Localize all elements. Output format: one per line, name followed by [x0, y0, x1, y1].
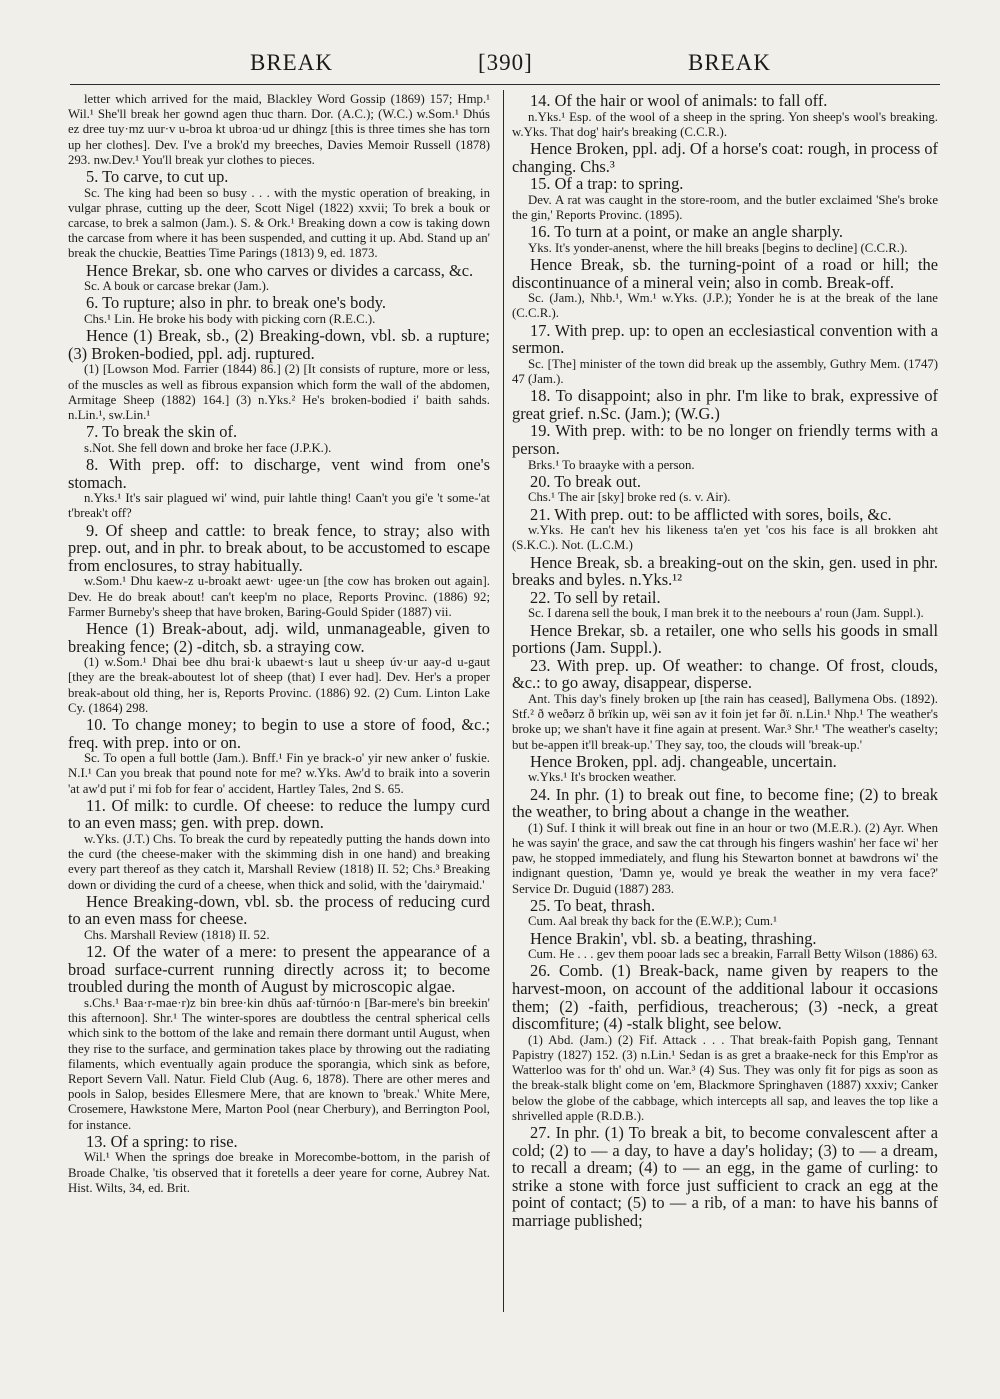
derivative-paragraph: Hence Break, sb. the turning-point of a road or hill; the discontinuance of a mineral vein; also in comb. Break-off.	[512, 254, 938, 292]
sense-paragraph: 8. With prep. off: to discharge, vent wind from one's stomach.	[68, 455, 490, 492]
citation-paragraph: (1) [Lowson Mod. Farrier (1844) 86.] (2) [It consists of rupture, more or less, of the muscles as well as fibrous expansion which form the wall of the abdomen, Armitage Sheep (1882) 164.] (3) n.Yks.² He's broken-bodied i' baith sahds. n.Lin.¹, sw.Lin.¹	[68, 362, 490, 423]
citation-paragraph: Yks. It's yonder-anenst, where the hill breaks [begins to decline] (C.C.R.).	[528, 240, 908, 255]
derivative-paragraph: Hence Break, sb. a breaking-out on the skin, gen. used in phr. breaks and byles. n.Yks.¹²	[512, 552, 938, 590]
derivative-paragraph: Hence (1) Break-about, adj. wild, unmanageable, given to breaking fence; (2) -ditch, sb. a straying cow.	[68, 619, 490, 656]
derivative-paragraph: Hence Brakin', vbl. sb. a beating, thrashing.	[530, 928, 817, 948]
sense-paragraph: 14. Of the hair or wool of animals: to fall off.	[530, 91, 828, 110]
citation-paragraph: Chs.¹ Lin. He broke his body with picking corn (R.E.C.).	[84, 312, 376, 327]
sense-paragraph: 24. In phr. (1) to break out fine, to become fine; (2) to break the weather, to bring about a change in the weather.	[512, 784, 938, 822]
sense-paragraph: 22. To sell by retail.	[530, 587, 661, 607]
derivative-paragraph: Hence Broken, ppl. adj. Of a horse's coat: rough, in process of changing. Chs.³	[512, 139, 938, 176]
citation-paragraph: Sc. (Jam.), Nhb.¹, Wm.¹ w.Yks. (J.P.); Yonder he is at the break of the lane (C.C.R.).	[512, 291, 938, 321]
header-left-word: BREAK	[250, 50, 333, 75]
sense-paragraph: 11. Of milk: to curdle. Of cheese: to reduce the lumpy curd to an even mass; gen. with prep. down.	[68, 795, 490, 833]
citation-paragraph: n.Yks.¹ Esp. of the wool of a sheep in the spring. Yon sheep's wool's breaking. w.Yks. That dog' hair's breaking (C.C.R.).	[512, 109, 938, 139]
sense-paragraph: 6. To rupture; also in phr. to break one's body.	[86, 293, 386, 313]
sense-paragraph: 19. With prep. with: to be no longer on friendly terms with a person.	[512, 421, 938, 458]
sense-paragraph: 26. Comb. (1) Break-back, name given by reapers to the harvest-moon, on account of the additional labour it occasions them; (2) -faith, perfidious, treacherous; (3) -neck, a great discomfiture; (4) -stalk blight, see below.	[512, 961, 938, 1034]
citation-paragraph: w.Yks.¹ It's brocken weather.	[528, 770, 677, 785]
sense-paragraph: 27. In phr. (1) To break a bit, to become convalescent after a cold; (2) to — a day, to have a day's holiday; (3) to — a dream, to recall a dream; (4) to — an egg, in the game of curling: to strike a stone with force just sufficient to crack an egg at the point of contact; (5) to — a rib, of a man: to have his banns of marriage published;	[512, 1122, 938, 1230]
citation-paragraph: Sc. I darena sell the bouk, I man brek it to the neebours a' roun (Jam. Suppl.).	[528, 606, 924, 621]
citation-paragraph: s.Not. She fell down and broke her face (J.P.K.).	[84, 440, 332, 455]
citation-paragraph: Sc. The king had been so busy . . . with the mystic operation of breaking, in vulgar phrase, cutting up the deer, Scott Nigel (1822) xxvii; To brek a bouk or carcase, to brek a salmon (Jam.). S. & Ork.¹ Breaking down a cow is taking down the carcase from where it has been suspended, and cutting it up. Abd. Stand up an' break the chuckie, Beatties Time Parings (1813) 9, ed. 1873.	[68, 185, 490, 261]
running-header	[70, 46, 940, 80]
left-column	[68, 92, 490, 1196]
column-divider	[503, 90, 504, 1312]
derivative-paragraph: Hence (1) Break, sb., (2) Breaking-down, vbl. sb. a rupture; (3) Broken-bodied, ppl. adj. ruptured.	[68, 326, 490, 363]
sense-paragraph: 23. With prep. up. Of weather: to change. Of frost, clouds, &c.: to go away, disappear, disperse.	[512, 655, 938, 693]
citation-paragraph: Sc. A bouk or carcase brekar (Jam.).	[84, 279, 270, 294]
citation-paragraph: w.Yks. He can't hev his likeness ta'en yet 'cos his face is all brokken aht (S.K.C.). Not. (L.C.M.)	[512, 523, 938, 553]
sense-paragraph: 18. To disappoint; also in phr. I'm like to brak, expressive of great grief. n.Sc. (Jam.); (W.G.)	[512, 386, 938, 423]
citation-paragraph: (1) Suf. I think it will break out fine in an hour or two (M.E.R.). (2) Ayr. When he was sayin' the grace, and saw the cat through his fingers washin' her face wi' her paw, he stopped immediately, and flung his Stewarton bonnet at bawdrons wi' the indignant question, 'Damn ye, would ye break the weather in my vera face?' Service Dr. Duguid (1887) 283.	[512, 820, 938, 896]
sense-paragraph: 16. To turn at a point, or make an angle sharply.	[530, 222, 843, 242]
derivative-paragraph: Hence Breaking-down, vbl. sb. the process of reducing curd to an even mass for cheese.	[68, 891, 490, 929]
sense-paragraph: 12. Of the water of a mere: to present the appearance of a broad surface-current running directly across it; to become troubled during the month of August by microscopic algae.	[68, 942, 490, 997]
sense-paragraph: 7. To break the skin of.	[86, 422, 238, 442]
sense-paragraph: 17. With prep. up: to open an ecclesiastical convention with a sermon.	[512, 320, 938, 358]
derivative-paragraph: Hence Brekar, sb. one who carves or divides a carcass, &c.	[86, 260, 474, 280]
sense-paragraph: 13. Of a spring: to rise.	[86, 1131, 238, 1151]
header-rule	[70, 84, 940, 85]
sense-paragraph: 21. With prep. out: to be afflicted with sores, boils, &c.	[530, 504, 892, 524]
citation-paragraph: Cum. Aal break thy back for the (E.W.P.); Cum.¹	[528, 914, 777, 929]
right-column	[512, 92, 938, 1229]
citation-paragraph: Sc. [The] minister of the town did break up the assembly, Guthry Mem. (1747) 47 (Jam.).	[512, 356, 938, 386]
sense-paragraph: 10. To change money; to begin to use a store of food, &c.; freq. with prep. into or on.	[68, 715, 490, 752]
citation-paragraph: w.Yks. (J.T.) Chs. To break the curd by repeatedly putting the hands down into the curd (the cheese-maker with the skimming dish in one hand) and breaking every part thereof as they catch it, Marshall Review (1818) II. 52; Chs.³ Breaking down or dividing the curd of a cheese, when thick and solid, with the 'dairymaid.'	[68, 831, 490, 892]
citation-paragraph: n.Yks.¹ It's sair plagued wi' wind, puir lahtle thing! Caan't you gi'e 't some-'at t'break't off?	[68, 491, 490, 521]
derivative-paragraph: Hence Brekar, sb. a retailer, one who sells his goods in small portions (Jam. Suppl.).	[512, 620, 938, 658]
citation-paragraph: (1) w.Som.¹ Dhai bee dhu brai·k ubaewt·s laut u sheep úv·ur aay-d u-gaut [they are the break-aboutest lot of sheep (that) I ever had]. Dev. Her's a proper break-about old thing, her is, Reports Provinc. (1886) 92. (2) Cum. Linton Lake Cy. (1864) 298.	[68, 655, 490, 715]
header-right-word: BREAK	[688, 50, 771, 75]
citation-paragraph: s.Chs.¹ Baa·r-mae·r)z bin bree·kin dhŭs aaf·tŭrnóo·n [Bar-mere's bin breekin' this afternoon]. Shr.¹ The winter-spores are doubtless the central spherical cells which sink to the bottom of the lake and remain there dormant until August, when they rise to the surface, and germination takes place by throwing out the radiating filaments, which eventually again produce the sporangia, which sink as before, Report Severn Vall. Natur. Field Club (Aug. 6, 1878). There are other meres and pools in Salop, besides Ellesmere Mere, that are known to 'break.' White Mere, Crosemere, Hawkstone Mere, Marton Pool (near Cherbury), and Berrington Pool, for instance.	[68, 995, 490, 1132]
citation-paragraph: letter which arrived for the maid, Blackley Word Gossip (1869) 157; Hmp.¹ Wil.¹ She'll break her gownd agen thuc tharn. Dor. (A.C.); (W.C.) w.Som.¹ Dhús ez dree tuy·mz uur·v u-broa kt ubroa·ud ur dhingz [this is three times she has torn up her clothes]. Dev. I've a brok'd my breeches, Davies Memoir Russell (1878) 293. nw.Dev.¹ You'll break yur clothes to pieces.	[68, 92, 490, 167]
citation-paragraph: Chs.¹ The air [sky] broke red (s. v. Air).	[528, 490, 731, 505]
citation-paragraph: w.Som.¹ Dhu kaew-z u-broakt aewt· ugee·un [the cow has broken out again]. Dev. He do break about! can't keep'm no place, Reports Provinc. (1886) 92; Farmer Burneby's sheep that have broken, Baring-Gould Spider (1887) vii.	[68, 574, 490, 619]
sense-paragraph: 15. Of a trap: to spring.	[530, 174, 684, 194]
citation-paragraph: Brks.¹ To braayke with a person.	[528, 457, 695, 472]
sense-paragraph: 20. To break out.	[530, 471, 641, 491]
citation-paragraph: (1) Abd. (Jam.) (2) Fif. Attack . . . That break-faith Popish gang, Tennant Papistry (1827) 152. (3) n.Lin.¹ Sedan is as gret a braake-neck for this Emp'ror as Watterloo was for th' ohd un. War.³ (4) Sus. They was only fit for pigs as soon as the break-stalk blight come on 'em, Blackmore Springhaven (1887) xxxiv; Canker below the globe of the cabbage, which intercepts all sap, and leaves the top like a shrivelled apple (R.D.B.).	[512, 1032, 938, 1123]
citation-paragraph: Sc. To open a full bottle (Jam.). Bnff.¹ Fin ye brack-o' yir new anker o' fuskie. N.I.¹ Can you break that pound note for me? w.Yks. Aw'd to braik into a soverin 'at aw'd put i' mi fob for fear o' accident, Hartley Tales, 2nd S. 65.	[68, 751, 490, 796]
citation-paragraph: Wil.¹ When the springs doe breake in Morecombe-bottom, in the parish of Broade Chalke, 'tis observed that it foretells a deer yeare for corne, Aubrey Nat. Hist. Wilts, 34, ed. Brit.	[68, 1150, 490, 1195]
citation-paragraph: Dev. A rat was caught in the store-room, and the butler exclaimed 'She's broke the gin,' Reports Provinc. (1895).	[512, 192, 938, 222]
citation-paragraph: Cum. He . . . gev them pooar lads sec a breakin, Farrall Betty Wilson (1886) 63.	[528, 947, 938, 962]
sense-paragraph: 5. To carve, to cut up.	[86, 167, 229, 187]
page-number: [390]	[478, 50, 533, 75]
citation-paragraph: Ant. This day's finely broken up [the rain has ceased], Ballymena Obs. (1892). Stf.² ð weðərz ð brïkin up, wëi sən av it foin jet fər ðï. n.Lin.¹ Nhp.¹ The weather's broke up; we shan't have it fine again at present. War.³ Shr.¹ 'The weather's caselty; but be-appen it'll break-up.' They say, too, the clouds will 'break-up.'	[512, 691, 938, 752]
citation-paragraph: Chs. Marshall Review (1818) II. 52.	[84, 927, 270, 942]
sense-paragraph: 9. Of sheep and cattle: to break fence, to stray; also with prep. out, and in phr. to break about, to be accustomed to escape from enclosures, to stray habitually.	[68, 520, 490, 575]
derivative-paragraph: Hence Broken, ppl. adj. changeable, uncertain.	[530, 751, 837, 771]
sense-paragraph: 25. To beat, thrash.	[530, 895, 656, 915]
